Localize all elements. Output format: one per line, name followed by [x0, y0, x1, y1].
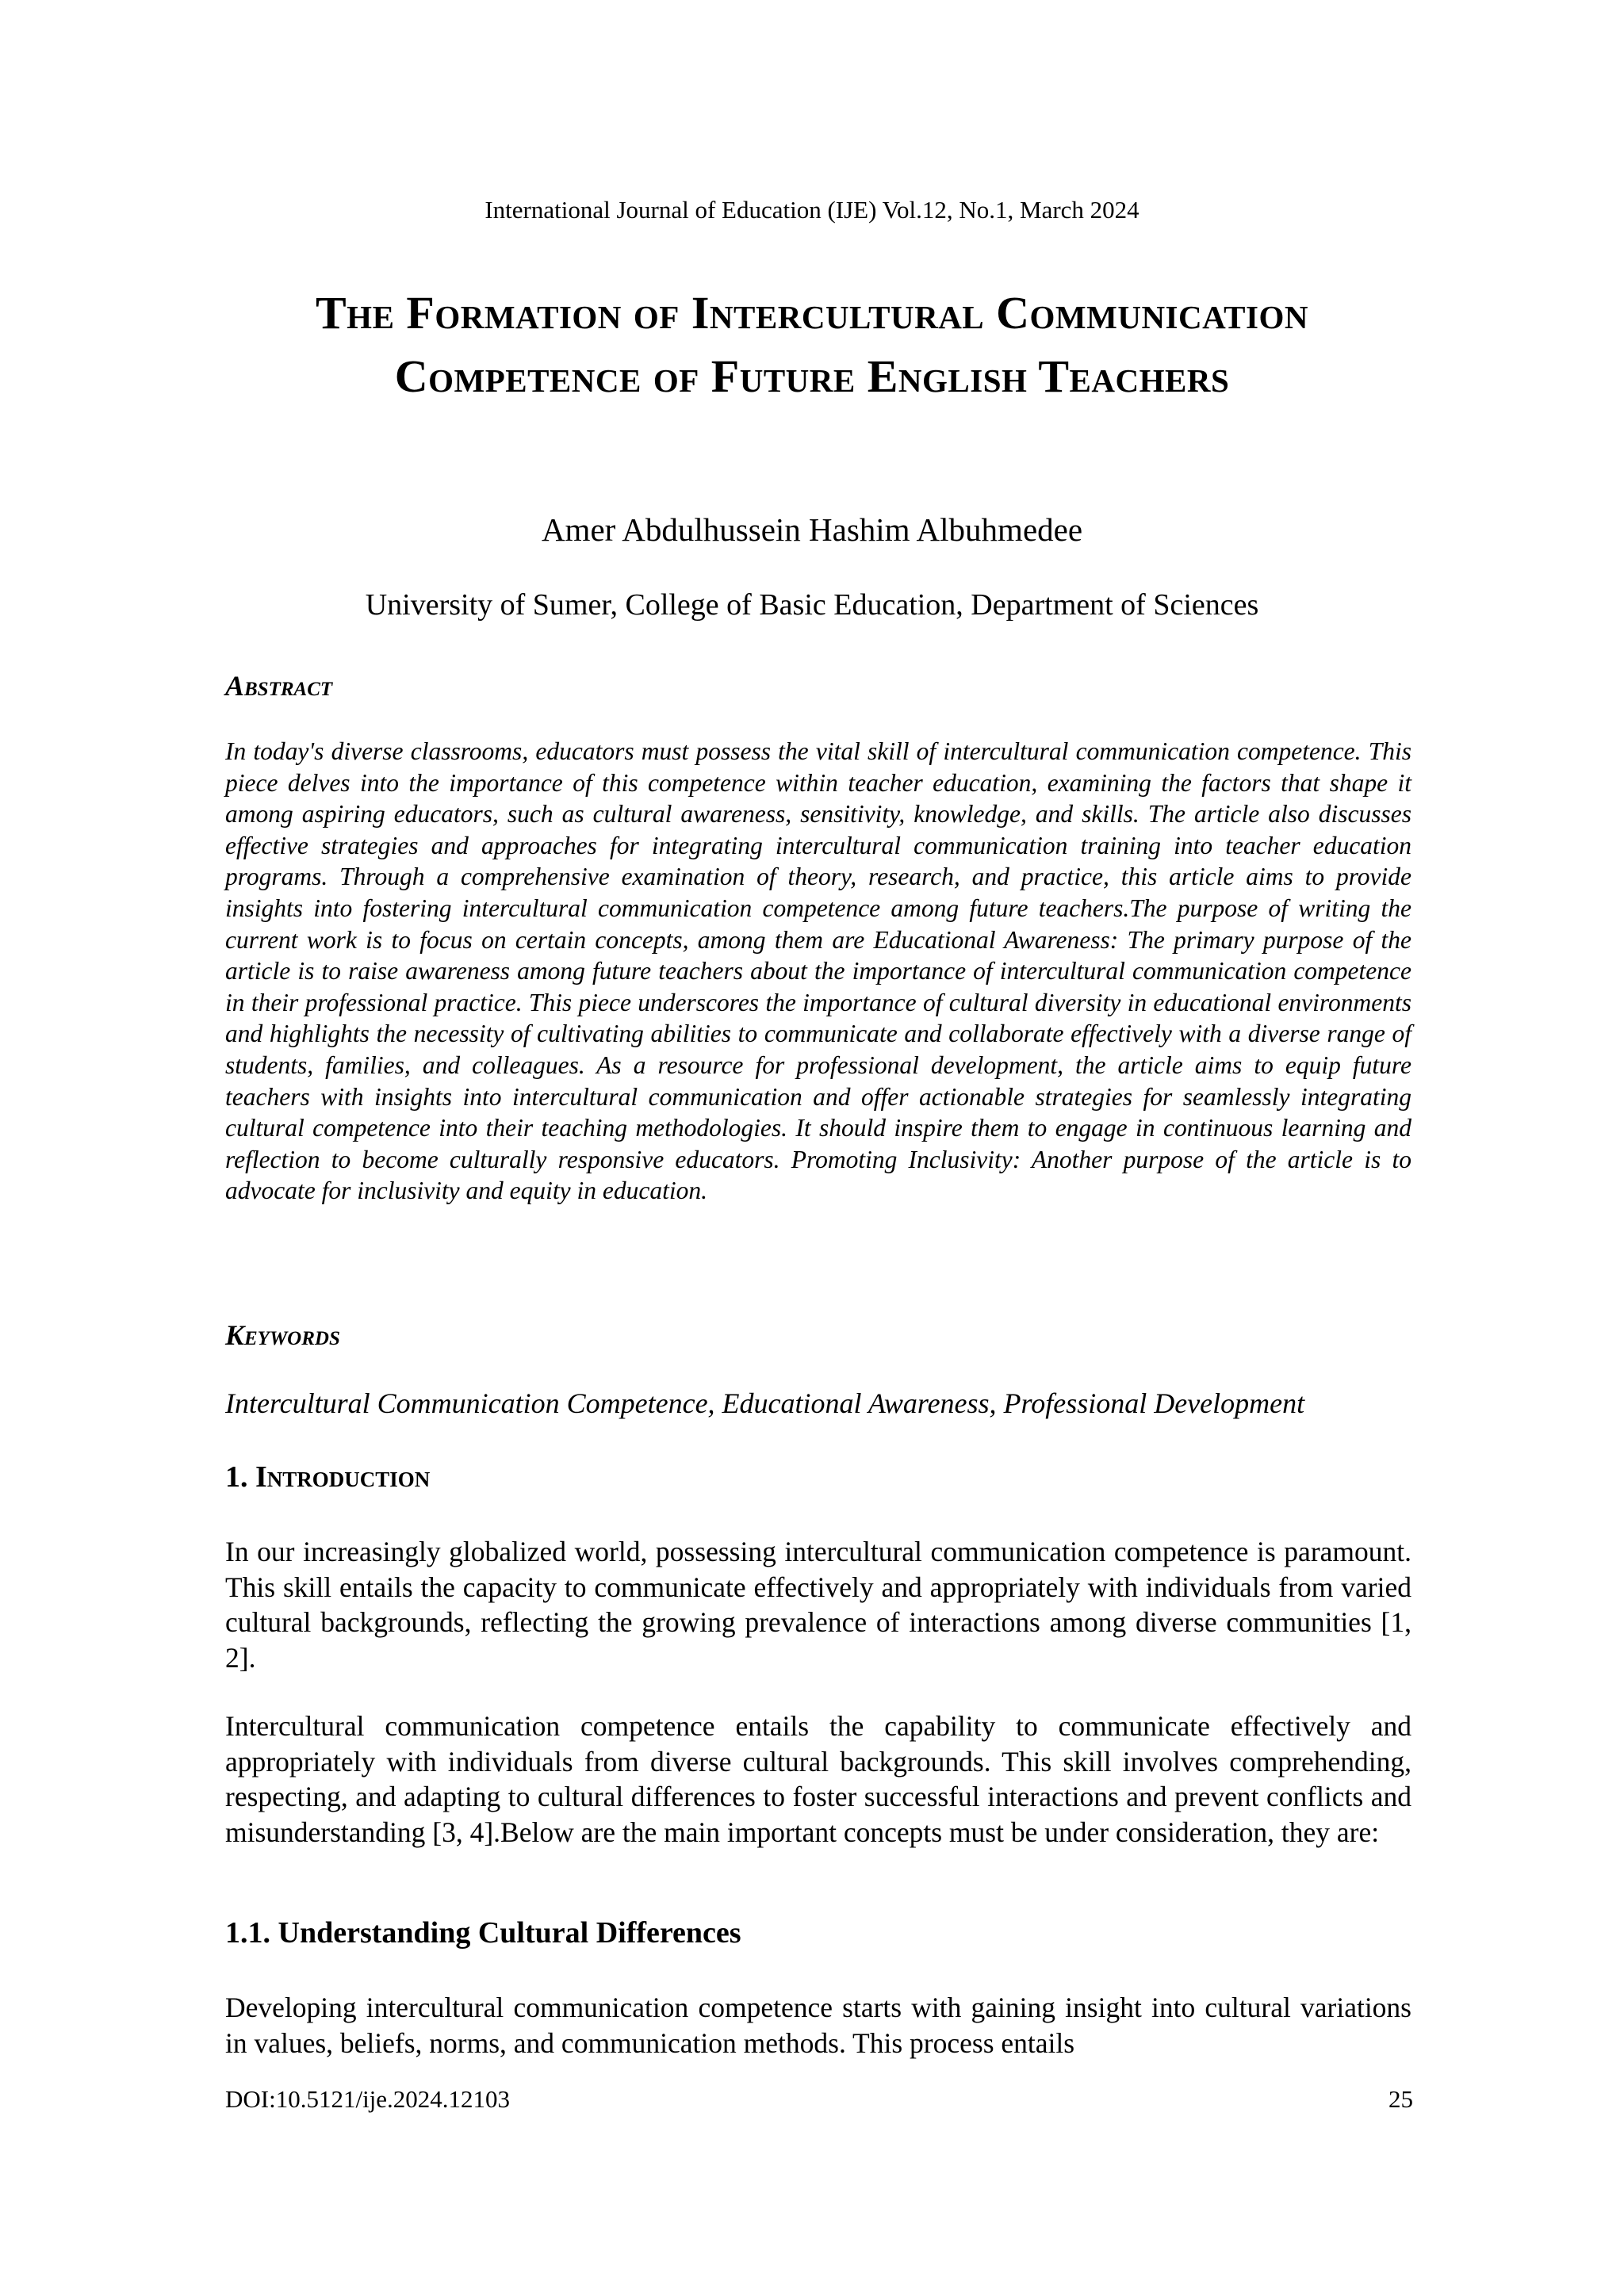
- author-affiliation: University of Sumer, College of Basic Education, Department of Sciences: [365, 588, 1259, 622]
- author-name: Amer Abdulhussein Hashim Albuhmedee: [541, 511, 1083, 548]
- page-number: 25: [1388, 2085, 1413, 2113]
- keywords-text: Intercultural Communication Competence, Educational Awareness, Professional Development: [225, 1387, 1305, 1419]
- keywords-heading: Keywords: [225, 1319, 340, 1351]
- introduction-heading: 1. Introduction: [225, 1460, 431, 1494]
- footer-doi: DOI:10.5121/ije.2024.12103: [225, 2085, 511, 2113]
- introduction-paragraph-1: In our increasingly globalized world, possessing intercultural communication competence is paramount. This skill entails the capacity to communicate effectively and appropriately with individuals from varied cultural backgrounds, reflecting the growing prevalence of interactions among diverse communities [1, 2].: [225, 1536, 1411, 1674]
- journal-header: International Journal of Education (IJE) Vol.12, No.1, March 2024: [485, 196, 1139, 224]
- abstract-heading: Abstract: [225, 670, 333, 702]
- paper-title: The Formation of Intercultural Communication Competence of Future English Teachers: [316, 287, 1308, 402]
- subsection-paragraph: Developing intercultural communication competence starts with gaining insight into cultural variations in values, beliefs, norms, and communication methods. This process entails: [225, 1992, 1411, 2059]
- subsection-heading: 1.1. Understanding Cultural Differences: [225, 1916, 741, 1950]
- introduction-paragraph-2: Intercultural communication competence entails the capability to communicate effectively and appropriately with individuals from diverse cultural backgrounds. This skill involves comprehending, respecting, and adapting to cultural differences to foster successful interactions and prevent conflicts and misunderstanding [3, 4].Below are the main important concepts must be under consideration, they are:: [225, 1710, 1411, 1848]
- abstract-text: In today's diverse classrooms, educators must possess the vital skill of intercultural communication competence. This piece delves into the importance of this competence within teacher education, examining the factors that shape it among aspiring educators, such as cultural awareness, sensitivity, knowledge, and skills. The article also discusses effective strategies and approaches for integrating intercultural communication training into teacher education programs. Through a comprehensive examination of theory, research, and practice, this article aims to provide insights into fostering intercultural communication competence among future teachers.The purpose of writing the current work is to focus on certain concepts, among them are Educational Awareness: The primary purpose of the article is to raise awareness among future teachers about the importance of intercultural communication competence in their professional practice. This piece underscores the importance of cultural diversity in educational environments and highlights the necessity of cultivating abilities to communicate and collaborate effectively with a diverse range of students, families, and colleagues. As a resource for professional development, the article aims to equip future teachers with insights into intercultural communication and offer actionable strategies for seamlessly integrating cultural competence into their teaching methodologies. It should inspire them to engage in continuous learning and reflection to become culturally responsive educators. Promoting Inclusivity: Another purpose of the article is to advocate for inclusivity and equity in education.: [225, 737, 1411, 1205]
